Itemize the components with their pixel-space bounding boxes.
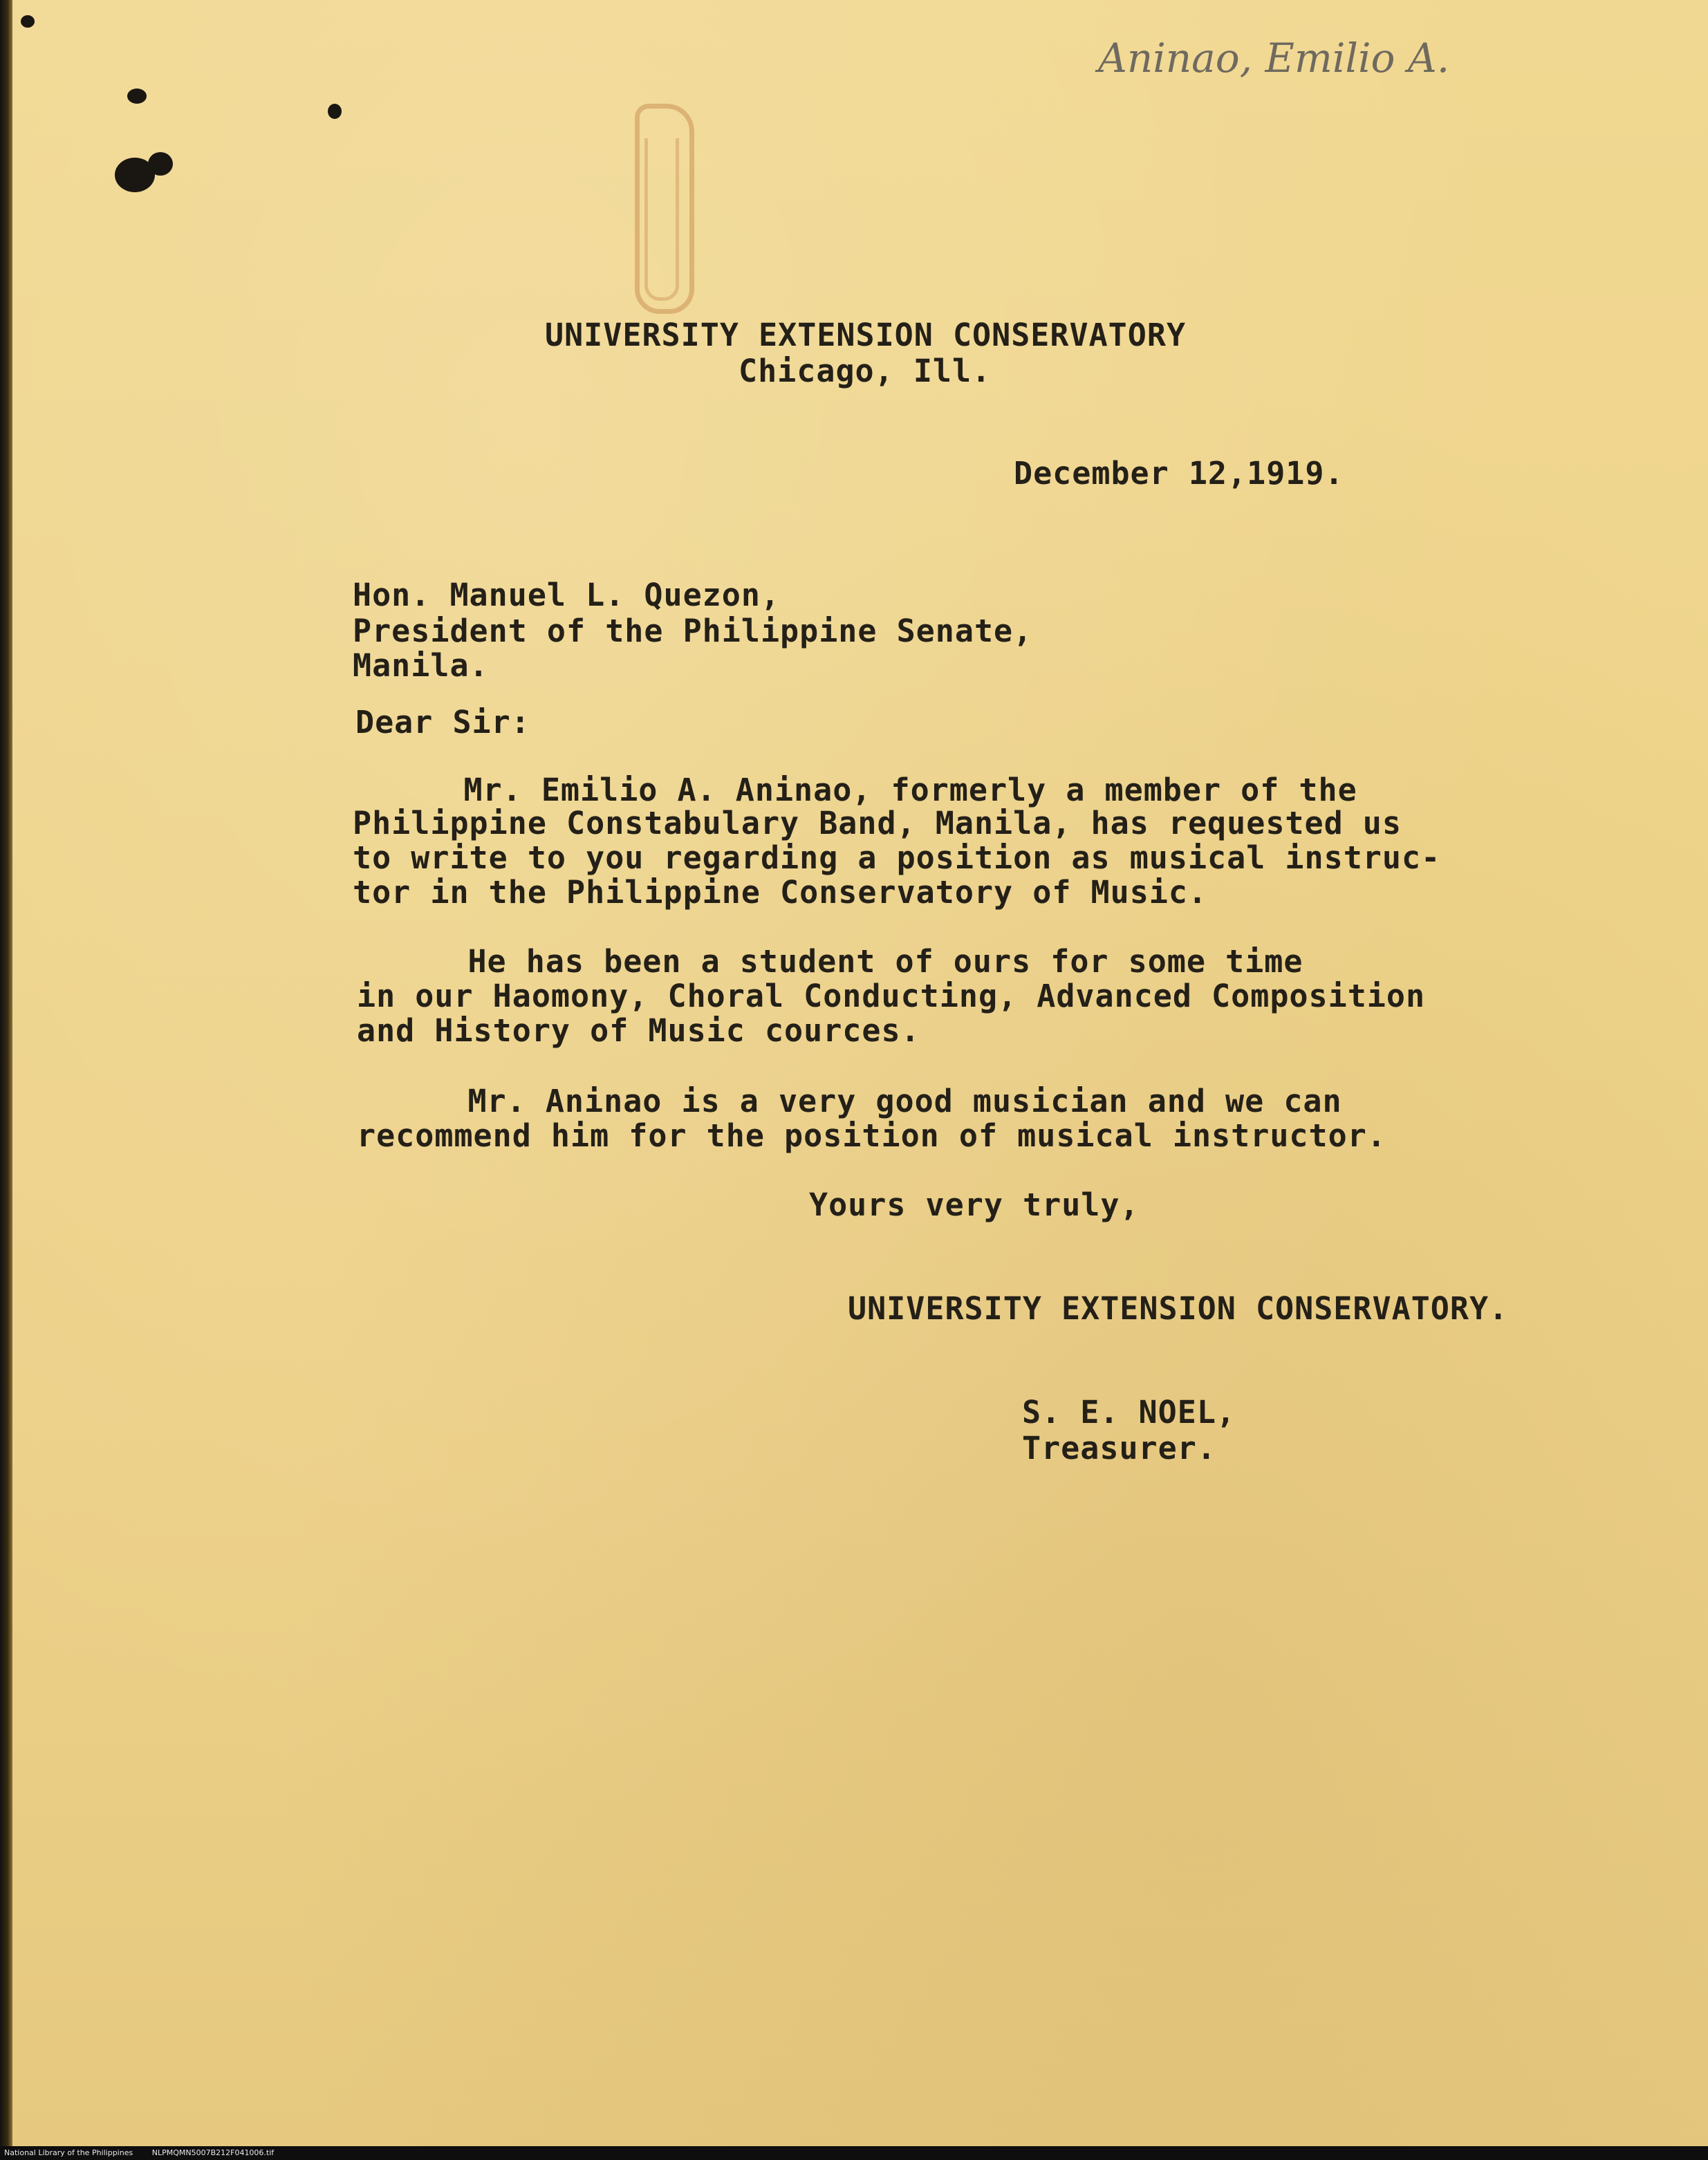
body-paragraph-3-line: Mr. Aninao is a very good musician and we can xyxy=(371,1083,1342,1119)
recipient-line-3: Manila. xyxy=(353,647,489,684)
recipient-line-2: President of the Philippine Senate, xyxy=(353,613,1033,649)
footer-library-name: National Library of the Philippines xyxy=(4,2148,133,2157)
body-paragraph-1-line: tor in the Philippine Conservatory of Music. xyxy=(353,874,1208,911)
paperclip-mark-inner xyxy=(644,138,679,301)
signature-organization: UNIVERSITY EXTENSION CONSERVATORY. xyxy=(848,1290,1509,1327)
ink-spot xyxy=(21,15,35,28)
signature-title: Treasurer. xyxy=(1022,1430,1216,1467)
letterhead-city: Chicago, Ill. xyxy=(739,353,992,389)
handwritten-annotation: Aninao, Emilio A. xyxy=(1098,35,1450,82)
closing: Yours very truly, xyxy=(809,1186,1140,1223)
ink-spot xyxy=(127,89,147,104)
body-paragraph-2-line: in our Haomony, Choral Conducting, Advanced Composition xyxy=(357,978,1426,1014)
signature-name: S. E. NOEL, xyxy=(1022,1394,1236,1431)
footer-file-name: NLPMQMN5007B212F041006.tif xyxy=(151,2148,275,2157)
body-paragraph-1-line: Mr. Emilio A. Aninao, formerly a member of the xyxy=(366,772,1357,808)
body-paragraph-1-line: Philippine Constabulary Band, Manila, has requested us xyxy=(353,805,1402,841)
body-paragraph-2-line: He has been a student of ours for some time xyxy=(371,943,1303,980)
letter-date: December 12,1919. xyxy=(1014,455,1344,492)
ink-spot xyxy=(148,152,173,176)
body-paragraph-1-line: to write to you regarding a position as musical instruc- xyxy=(353,839,1441,876)
letterhead-organization: UNIVERSITY EXTENSION CONSERVATORY xyxy=(545,317,1187,353)
body-paragraph-3-line: recommend him for the position of musical instructor. xyxy=(357,1117,1386,1154)
recipient-line-1: Hon. Manuel L. Quezon, xyxy=(353,577,781,613)
body-paragraph-2-line: and History of Music cources. xyxy=(357,1012,920,1049)
ink-spot xyxy=(328,104,342,119)
salutation: Dear Sir: xyxy=(355,704,530,741)
letter-page xyxy=(12,0,1708,2147)
scan-footer-strip xyxy=(0,2146,1708,2160)
